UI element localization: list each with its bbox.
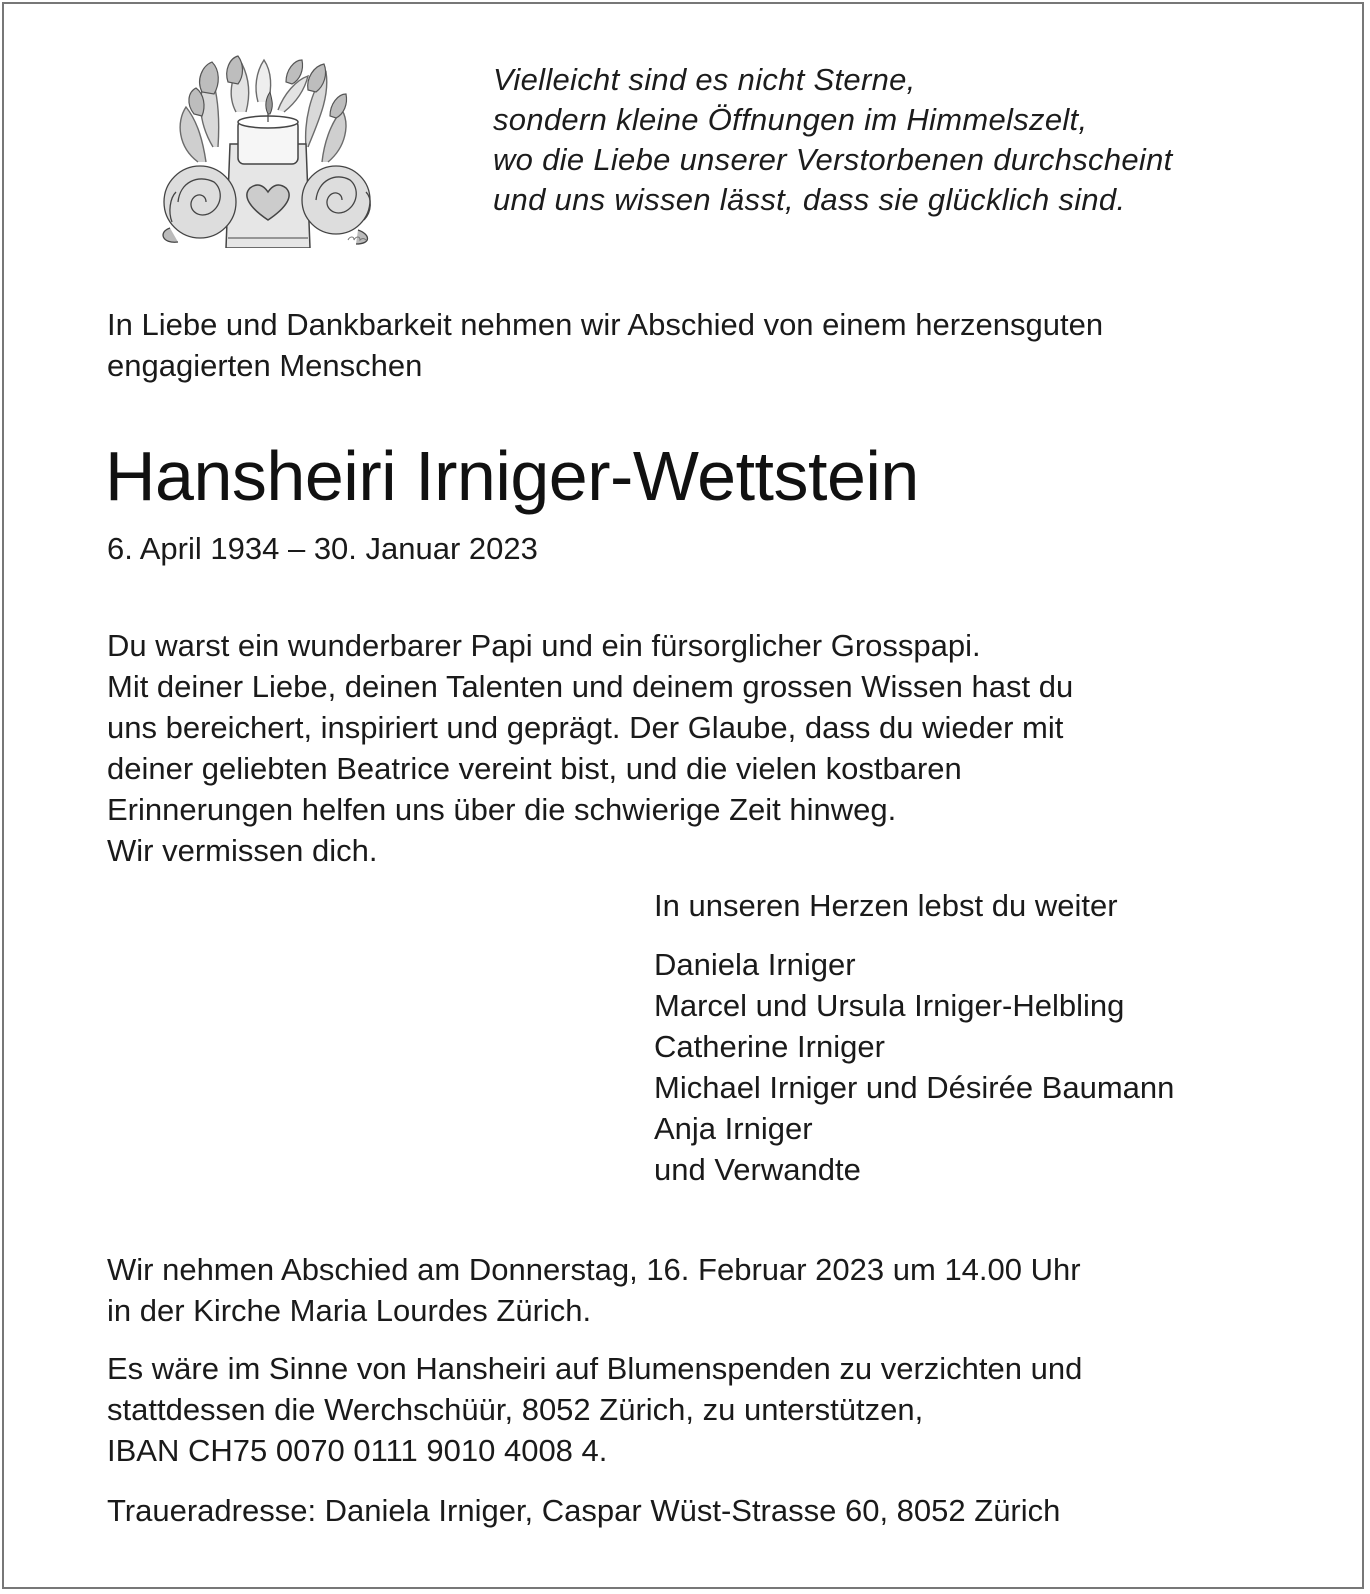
deceased-name: Hansheiri Irniger-Wettstein <box>105 437 919 515</box>
poem <box>493 60 1173 220</box>
donation-line: IBAN CH75 0070 0111 9010 4008 4. <box>107 1433 608 1468</box>
mourning-address: Traueradresse: Daniela Irniger, Caspar Wüst-Strasse 60, 8052 Zürich <box>107 1493 1061 1528</box>
service-line: Wir nehmen Abschied am Donnerstag, 16. Februar 2023 um 14.00 Uhr <box>107 1252 1081 1287</box>
donation-line: Es wäre im Sinne von Hansheiri auf Blumenspenden zu verzichten und <box>107 1351 1083 1386</box>
message-line: deiner geliebten Beatrice vereint bist, und die vielen kostbaren <box>107 751 962 786</box>
mourner-name: Anja Irniger <box>654 1111 813 1146</box>
message-line: Wir vermissen dich. <box>107 833 378 868</box>
message-line: Erinnerungen helfen uns über die schwierige Zeit hinweg. <box>107 792 897 827</box>
mourner-name: Daniela Irniger <box>654 947 856 982</box>
poem-line: wo die Liebe unserer Verstorbenen durchscheint <box>493 142 1173 177</box>
mourner-name: Marcel und Ursula Irniger-Helbling <box>654 988 1125 1023</box>
mourners-motto: In unseren Herzen lebst du weiter <box>654 888 1118 923</box>
poem-line: sondern kleine Öffnungen im Himmelszelt, <box>493 102 1088 137</box>
message-line: Mit deiner Liebe, deinen Talenten und deinem grossen Wissen hast du <box>107 669 1074 704</box>
mourners-block <box>654 885 1174 1190</box>
mourner-name: und Verwandte <box>654 1152 861 1187</box>
intro-text <box>107 304 1103 386</box>
service-line: in der Kirche Maria Lourdes Zürich. <box>107 1293 592 1328</box>
mourner-name: Catherine Irniger <box>654 1029 885 1064</box>
intro-line: engagierten Menschen <box>107 348 423 383</box>
donation-line: stattdessen die Werchschüür, 8052 Zürich, zu unterstützen, <box>107 1392 924 1427</box>
candle-with-flowers-icon <box>158 52 378 248</box>
donation-info <box>107 1348 1082 1471</box>
message-text <box>107 625 1073 871</box>
poem-line: Vielleicht sind es nicht Sterne, <box>493 62 916 97</box>
mourner-name: Michael Irniger und Désirée Baumann <box>654 1070 1175 1105</box>
life-dates: 6. April 1934 – 30. Januar 2023 <box>107 531 538 566</box>
intro-line: In Liebe und Dankbarkeit nehmen wir Abschied von einem herzensguten <box>107 307 1104 342</box>
message-line: Du warst ein wunderbarer Papi und ein fürsorglicher Grosspapi. <box>107 628 981 663</box>
service-info <box>107 1249 1081 1331</box>
message-line: uns bereichert, inspiriert und geprägt. Der Glaube, dass du wieder mit <box>107 710 1064 745</box>
poem-line: und uns wissen lässt, dass sie glücklich sind. <box>493 182 1126 217</box>
